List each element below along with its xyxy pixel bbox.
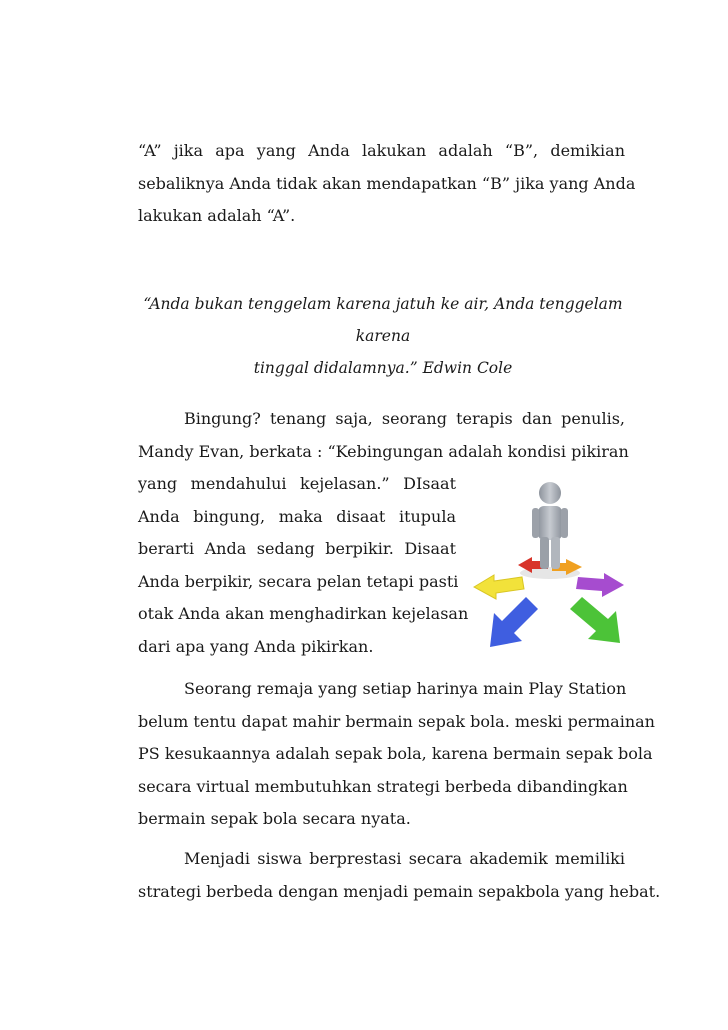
text-line: Seorang remaja yang setiap harinya main Play Station	[184, 679, 627, 698]
text-line: Anda berpikir, secara pelan tetapi pasti	[138, 571, 459, 591]
text-line: “A” jika apa yang Anda lakukan adalah “B”, demikian	[138, 141, 625, 160]
text-line: sebaliknya Anda tidak akan mendapatkan “B” jika yang Anda	[138, 173, 636, 193]
person-torso	[538, 506, 562, 540]
green-arrow	[570, 597, 620, 643]
paragraph-1	[138, 135, 636, 233]
text-line: Mandy Evan, berkata : “Kebingungan adalah kondisi pikiran	[138, 441, 629, 461]
paragraph-4	[138, 843, 661, 908]
paragraph-3	[138, 673, 655, 836]
text-line: berarti Anda sedang berpikir. Disaat	[138, 539, 456, 558]
quote-line: tinggal didalamnya.” Edwin Cole	[253, 359, 513, 377]
text-line: belum tentu dapat mahir bermain sepak bola. meski permainan	[138, 711, 655, 731]
quote-line: “Anda bukan tenggelam karena jatuh ke air, Anda tenggelam karena	[143, 295, 623, 345]
person-crossroads-arrows-icon	[470, 475, 630, 655]
text-line: dari apa yang Anda pikirkan.	[138, 636, 374, 656]
text-line: strategi berbeda dengan menjadi pemain sepakbola yang hebat.	[138, 881, 661, 901]
quote-block	[138, 288, 628, 384]
text-line: otak Anda akan menghadirkan kejelasan	[138, 604, 469, 623]
text-line: lakukan adalah “A”.	[138, 206, 296, 225]
text-line: PS kesukaannya adalah sepak bola, karena bermain sepak bola	[138, 744, 653, 763]
text-line: Anda bingung, maka disaat itupula	[138, 506, 456, 526]
text-line: Menjadi siswa berprestasi secara akademik memiliki	[184, 849, 625, 868]
text-line: bermain sepak bola secara nyata.	[138, 809, 411, 828]
text-line: secara virtual membutuhkan strategi berbeda dibandingkan	[138, 776, 628, 796]
blue-arrow	[490, 597, 538, 647]
yellow-arrow	[474, 575, 524, 599]
text-line: yang mendahului kejelasan.” DIsaat	[138, 474, 456, 493]
purple-arrow	[576, 573, 624, 597]
crossroads-figure	[470, 475, 630, 655]
person-head	[539, 482, 561, 504]
text-line: Bingung? tenang saja, seorang terapis dan penulis,	[184, 409, 625, 428]
